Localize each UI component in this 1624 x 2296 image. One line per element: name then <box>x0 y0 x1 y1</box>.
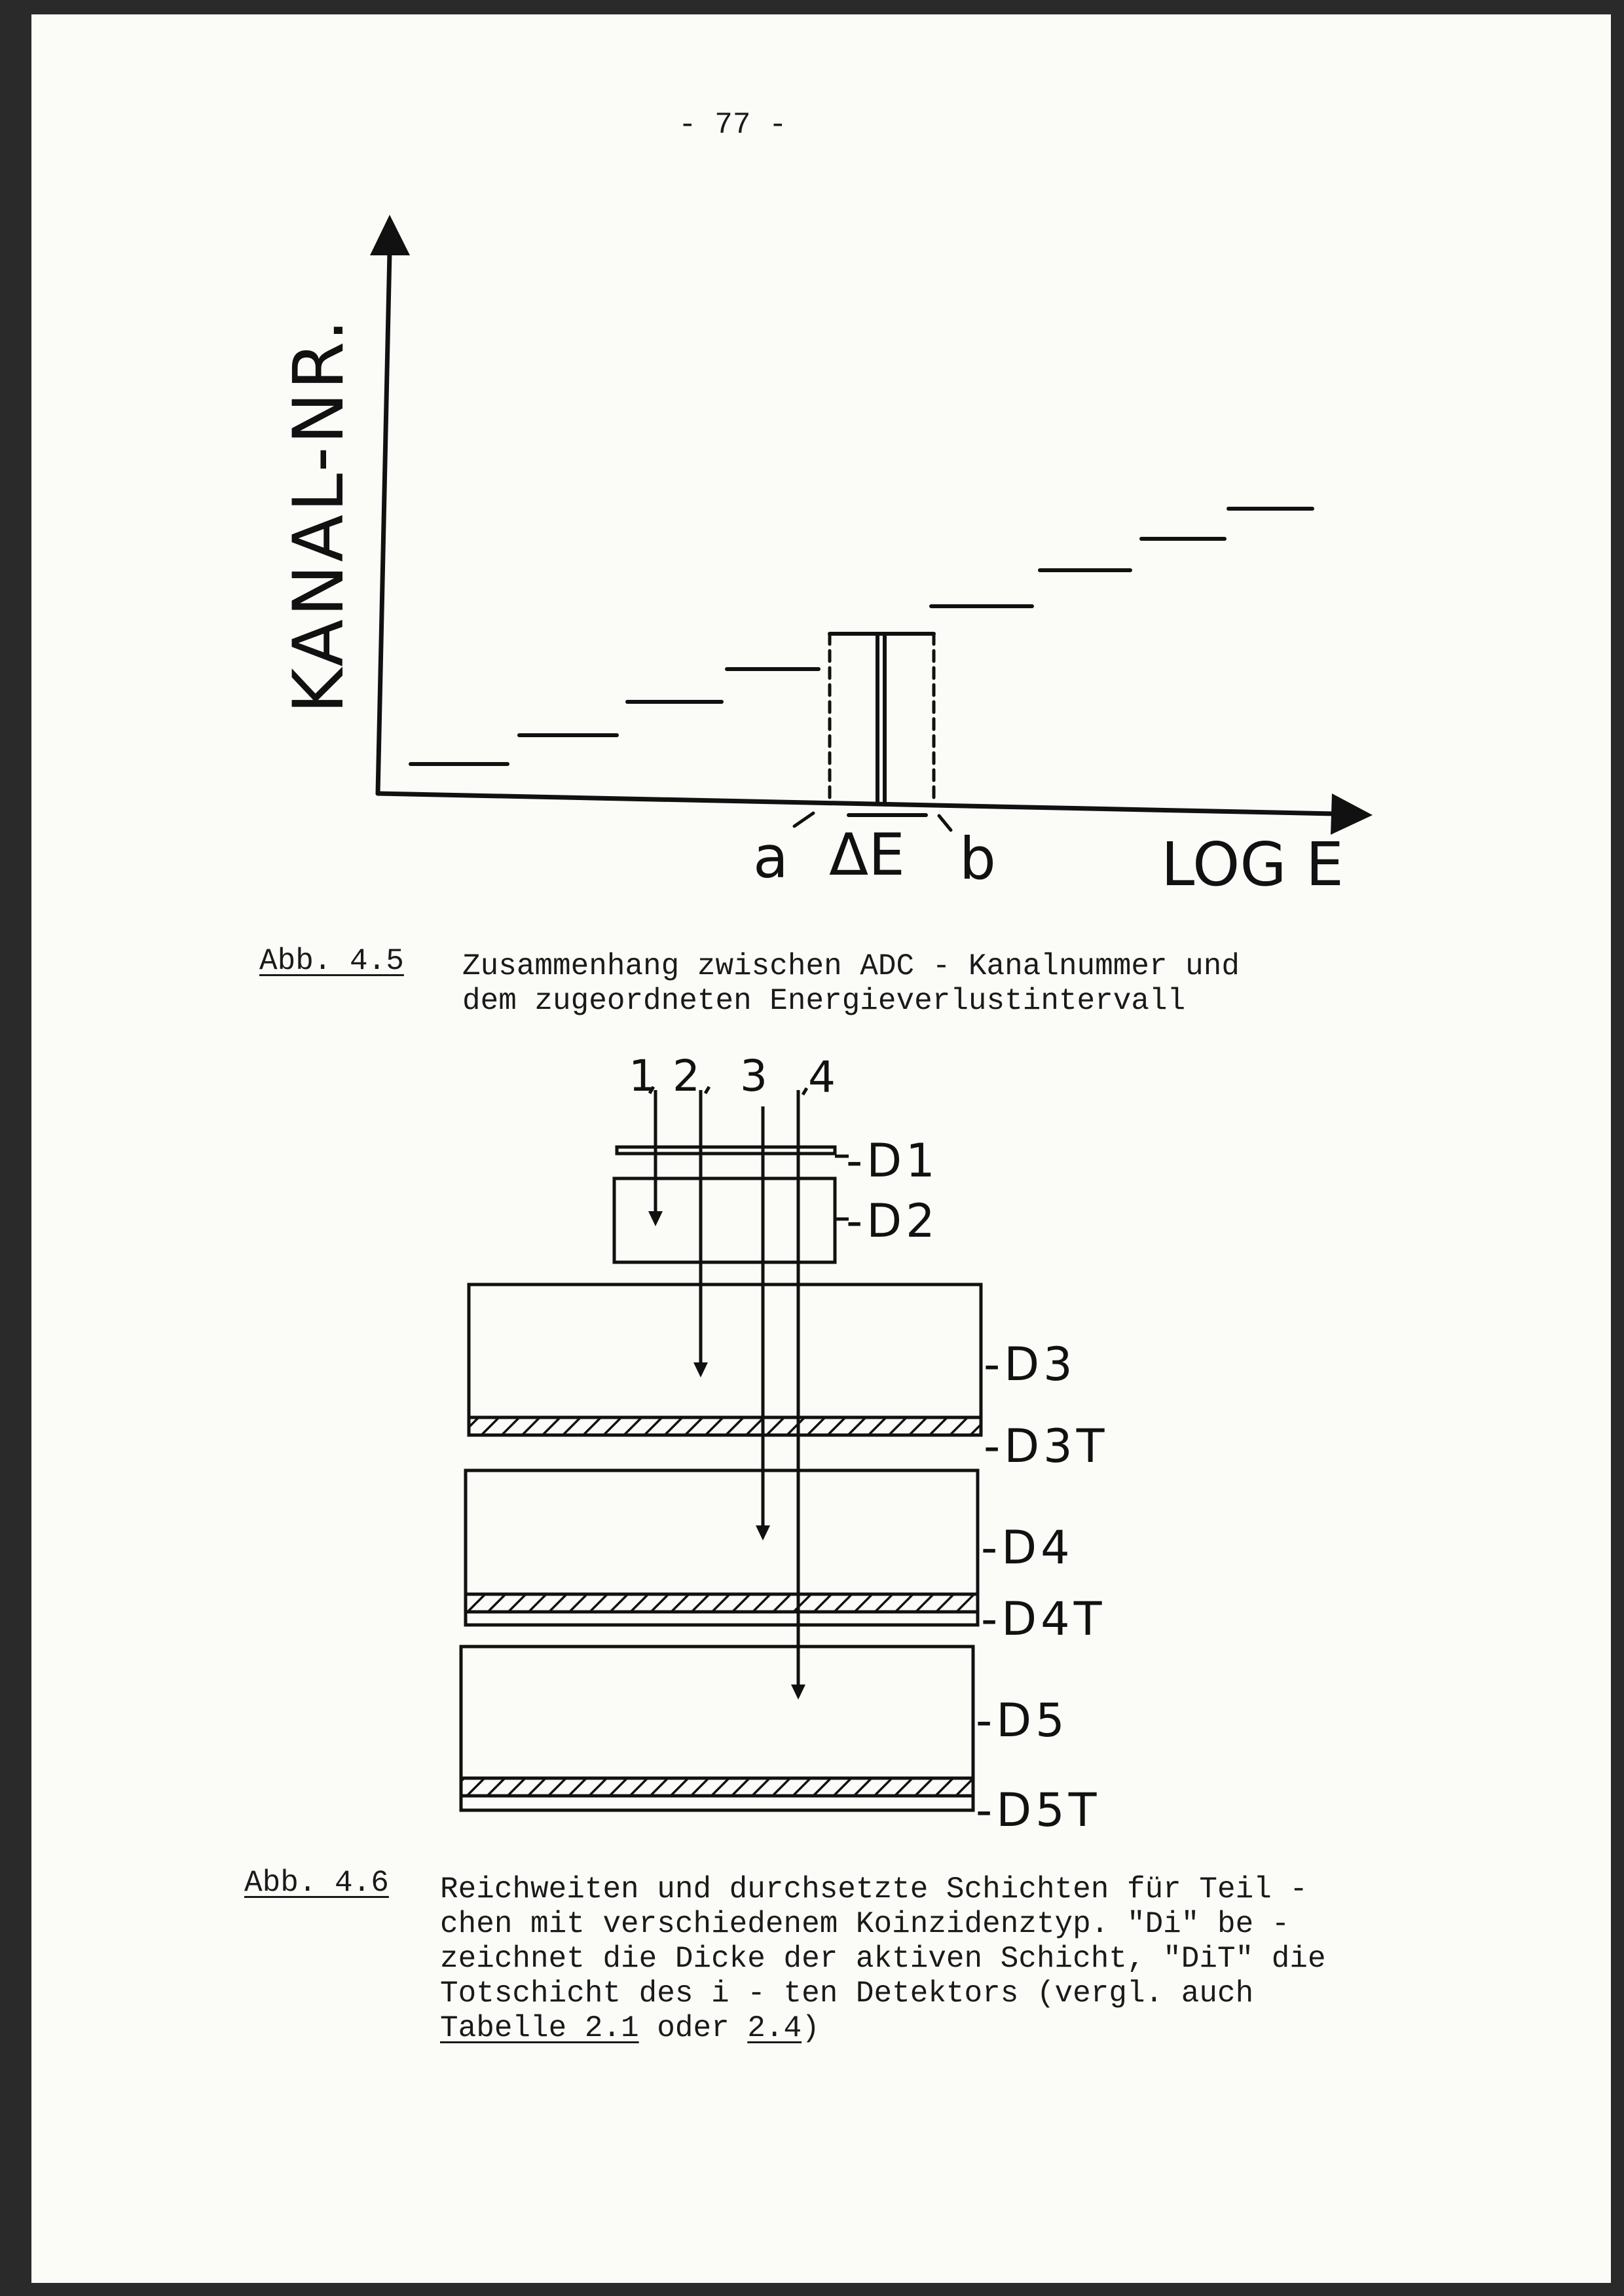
delta-e-label: ΔE <box>829 821 905 888</box>
figure-4-5 <box>278 215 1373 900</box>
particle-track-1-arrowhead <box>648 1211 663 1226</box>
label-comma-2 <box>705 1087 709 1093</box>
x-axis-label: LOG E <box>1161 829 1344 900</box>
caption-line: zeichnet die Dicke der aktiven Schicht, "DiT" die <box>440 1942 1326 1976</box>
figure-4-6-caption <box>440 1872 1326 2046</box>
x-axis-line <box>378 793 1336 814</box>
detector-label-d3: -D3 <box>984 1338 1077 1391</box>
y-axis-arrowhead <box>370 215 410 255</box>
detector-label-d5: -D5 <box>976 1694 1069 1747</box>
detector-label-d1: -D1 <box>846 1134 939 1188</box>
figure-4-6-caption-label: Abb. 4.6 <box>244 1866 389 1900</box>
particle-label-4: 4 <box>808 1052 836 1102</box>
detector-d5t-deadlayer <box>461 1778 973 1796</box>
particle-label-3: 3 <box>740 1051 767 1101</box>
particle-track-2-arrowhead <box>693 1362 708 1377</box>
table-reference-2-4: 2.4 <box>747 2011 802 2045</box>
detector-d3t-deadlayer <box>469 1417 981 1435</box>
caption-line: Zusammenhang zwischen ADC - Kanalnummer und <box>462 949 1240 983</box>
caption-closing-paren: ) <box>802 2011 820 2045</box>
caption-line: chen mit verschiedenem Koinzidenztyp. "Di" be - <box>440 1907 1290 1941</box>
figure-4-5-caption <box>462 949 1240 1019</box>
table-reference-2-1: Tabelle 2.1 <box>440 2011 639 2045</box>
channel-steps <box>411 509 1312 764</box>
detector-d1-layer <box>617 1147 835 1154</box>
figure-4-6 <box>461 1051 1108 1837</box>
x-axis-arrowhead <box>1331 793 1373 835</box>
caption-connector: oder <box>638 2011 748 2045</box>
page-number: - 77 - <box>678 108 787 142</box>
marker-a-tick <box>794 813 813 826</box>
caption-line: Totschicht des i - ten Detektors (vergl. auch <box>440 1977 1254 2011</box>
figure-4-5-caption-label: Abb. 4.5 <box>259 944 404 978</box>
detector-label-d3t: -D3T <box>984 1419 1109 1473</box>
particle-track-3-arrowhead <box>756 1525 770 1540</box>
y-axis-line <box>378 252 390 793</box>
detector-label-d4t: -D4T <box>981 1592 1106 1646</box>
label-comma-4 <box>803 1088 807 1095</box>
marker-b-tick <box>939 816 951 830</box>
particle-track-4-arrowhead <box>791 1685 805 1700</box>
y-axis-label: KANAL-NR. <box>278 316 359 714</box>
detector-d4t-deadlayer <box>466 1594 978 1612</box>
particle-label-1: 1 <box>629 1051 656 1101</box>
detector-d3-layer <box>469 1285 981 1435</box>
marker-a-label: a <box>753 824 788 891</box>
caption-line: dem zugeordneten Energieverlustintervall <box>462 984 1186 1018</box>
particle-label-2: 2 <box>673 1051 700 1101</box>
caption-last-line <box>440 2011 1326 2046</box>
detector-label-d2: -D2 <box>846 1194 939 1248</box>
detector-label-d4: -D4 <box>981 1521 1074 1575</box>
detector-d2-layer <box>614 1178 835 1262</box>
caption-line: Reichweiten und durchsetzte Schichten für Teil - <box>440 1872 1308 1906</box>
marker-b-label: b <box>959 825 996 892</box>
detector-label-d5t: -D5T <box>976 1783 1101 1837</box>
